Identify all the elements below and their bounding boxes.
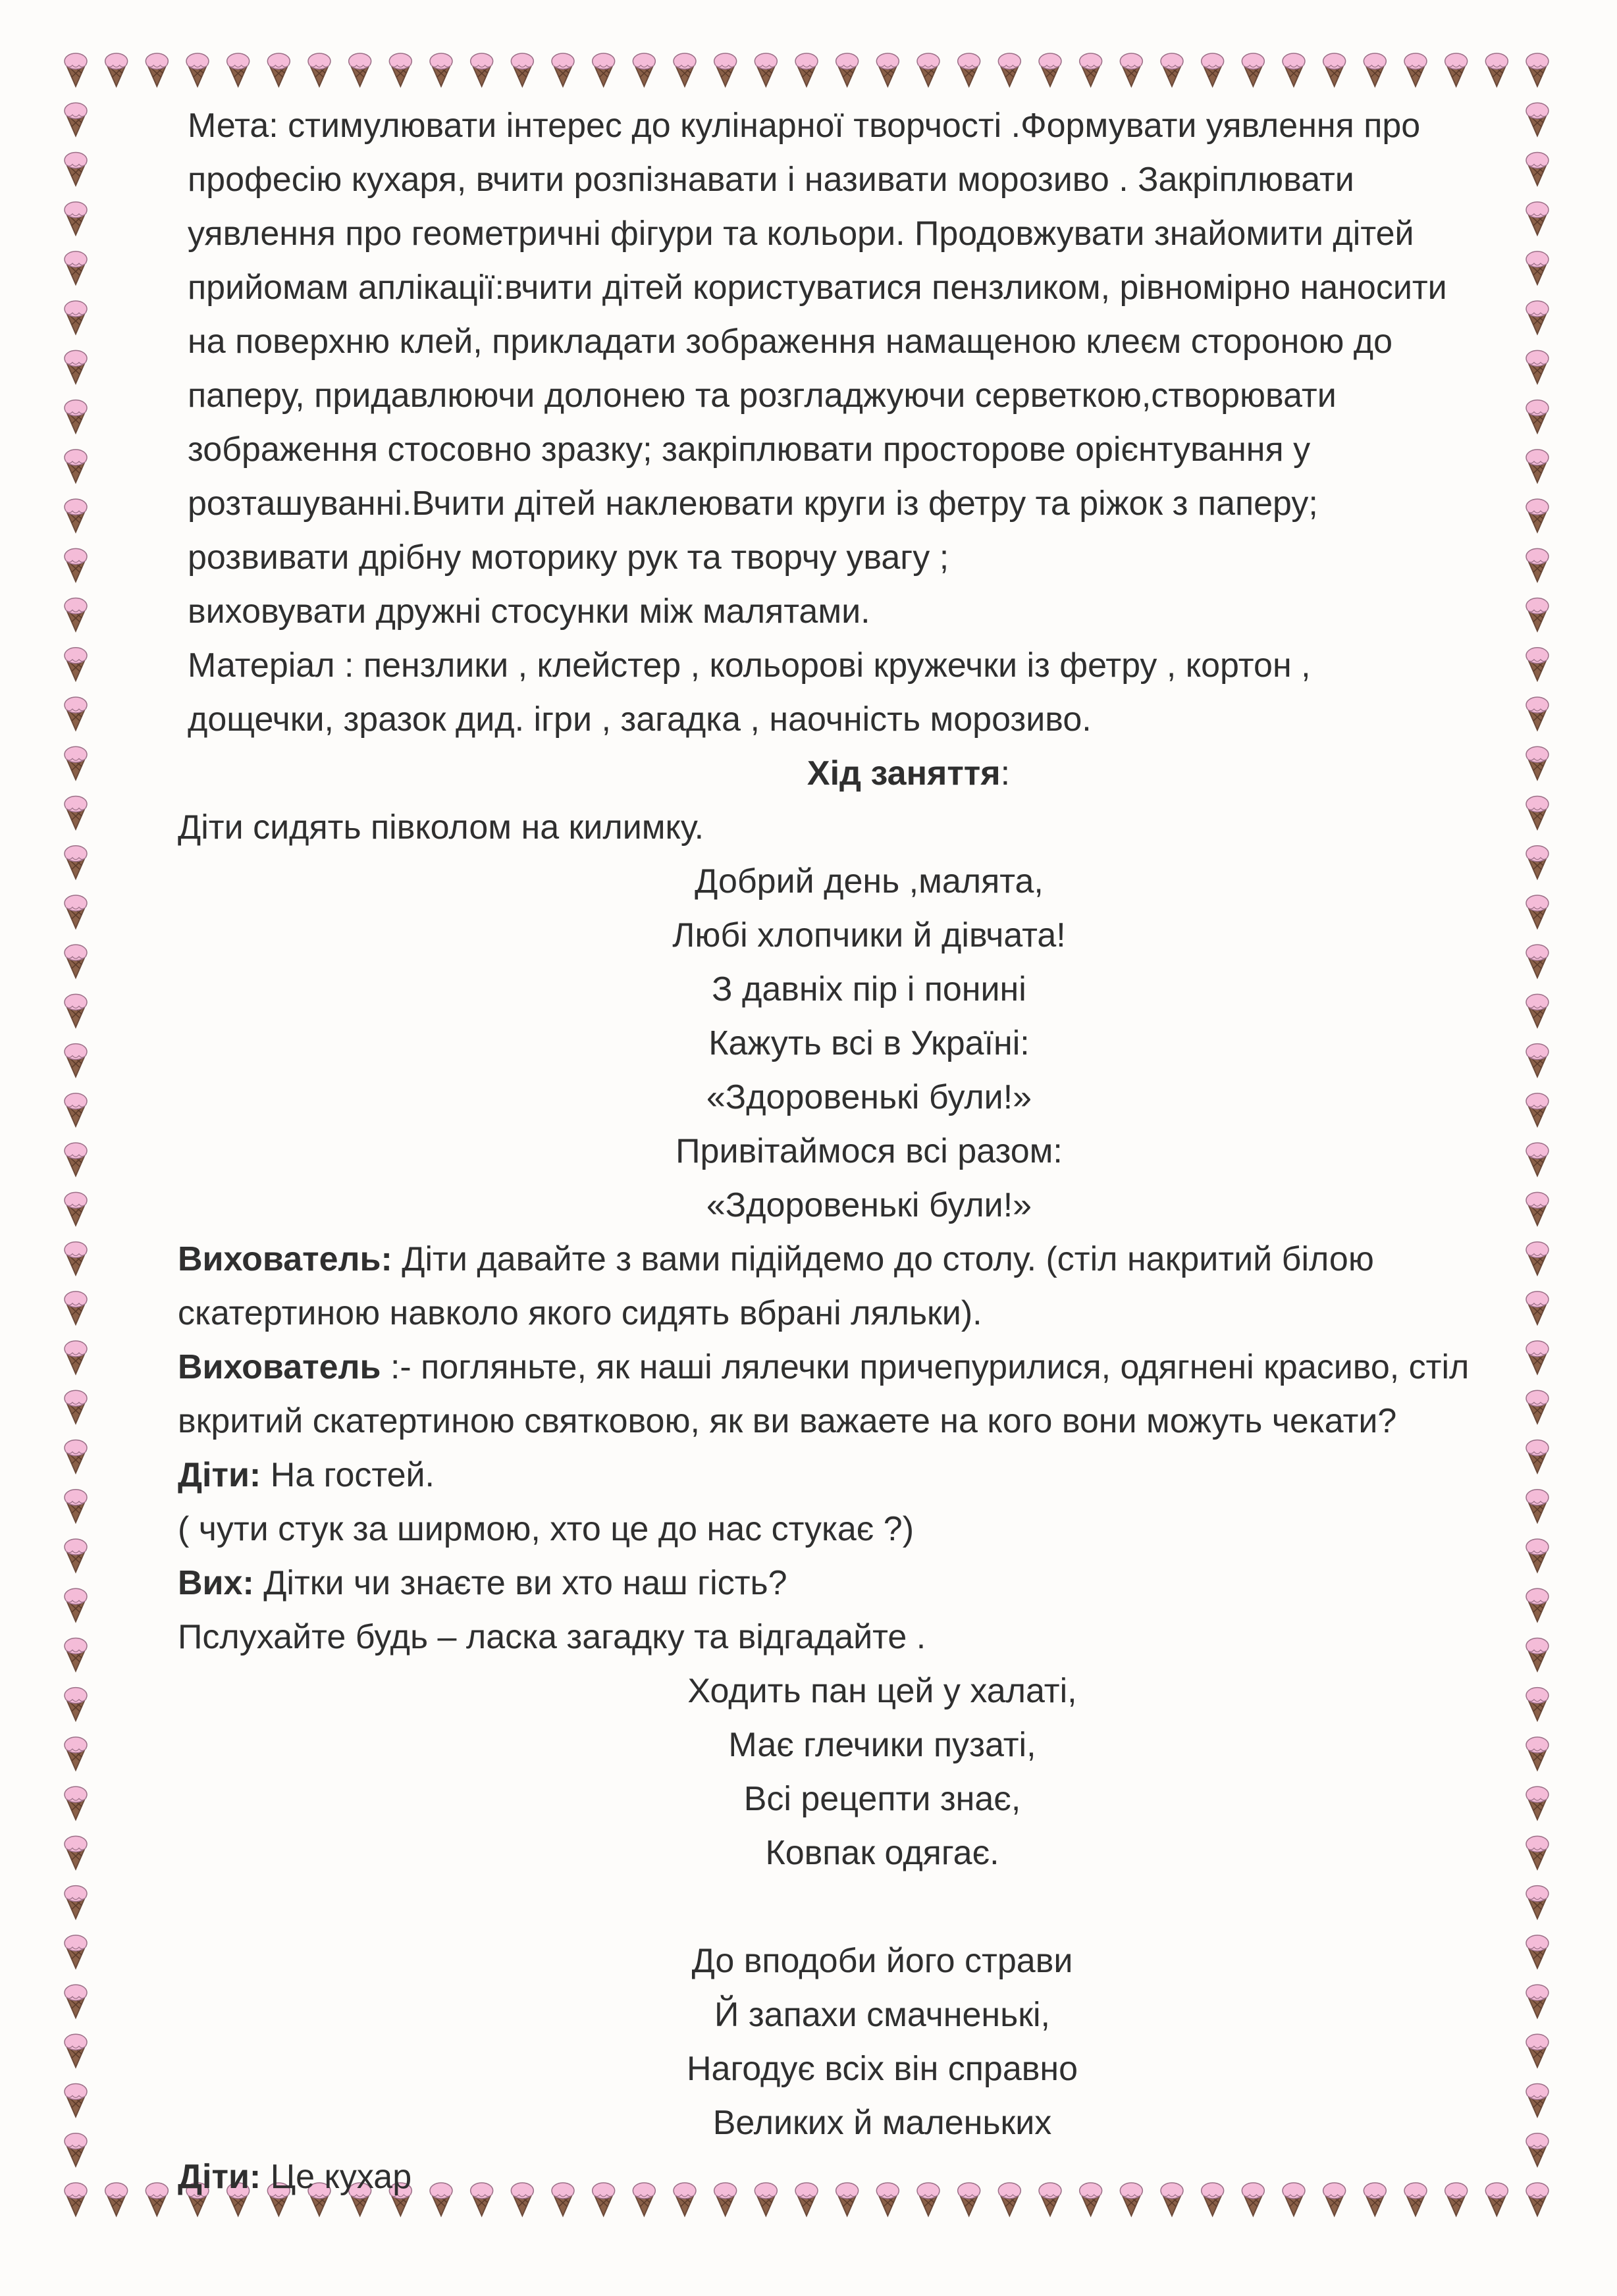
ice-cream-cone-icon bbox=[1526, 1638, 1549, 1671]
ice-cream-cone-icon bbox=[1526, 1341, 1549, 1374]
ice-cream-cone-icon bbox=[65, 1787, 87, 1819]
ice-cream-cone-icon bbox=[227, 53, 250, 86]
ice-cream-cone-icon bbox=[65, 1588, 87, 1621]
ice-cream-cone-icon bbox=[552, 53, 574, 86]
ice-cream-cone-icon bbox=[1242, 53, 1264, 86]
ice-cream-cone-icon bbox=[1526, 2183, 1549, 2216]
ice-cream-cone-icon bbox=[998, 53, 1021, 86]
dialogue-text: :- погляньте, як наші лялечки причепурилися, одягнені красиво, стіл bbox=[381, 1348, 1470, 1386]
ice-cream-cone-icon bbox=[1526, 2133, 1549, 2166]
ice-cream-cone-icon bbox=[1526, 251, 1549, 284]
ice-cream-cone-icon bbox=[146, 2183, 168, 2216]
ice-cream-cone-icon bbox=[1526, 1242, 1549, 1275]
riddle-line: Ковпак одягає. bbox=[765, 1834, 999, 1872]
dialogue-line: скатертиною навколо якого сидять вбрані ляльки). bbox=[178, 1294, 982, 1332]
ice-cream-cone-icon bbox=[1080, 53, 1102, 86]
ice-cream-cone-icon bbox=[65, 152, 87, 185]
poem-line: Привітаймося всі разом: bbox=[676, 1132, 1063, 1170]
ice-cream-cone-icon bbox=[1526, 846, 1549, 879]
ice-cream-cone-icon bbox=[65, 1044, 87, 1077]
dialogue-line: вкритий скатертиною святковою, як ви важаете на кого вони можуть чекати? bbox=[178, 1402, 1397, 1440]
dialogue-text: Дітки чи знаєте ви хто наш гість? bbox=[253, 1564, 787, 1602]
stage-note: ( чути стук за ширмою, хто це до нас стукає ?) bbox=[178, 1510, 915, 1548]
ice-cream-cone-icon bbox=[65, 350, 87, 383]
ice-cream-cone-icon bbox=[1323, 53, 1346, 86]
ice-cream-cone-icon bbox=[1526, 1539, 1549, 1572]
ice-cream-cone-icon bbox=[1526, 152, 1549, 185]
ice-cream-cone-icon bbox=[65, 1985, 87, 2018]
ice-cream-cone-icon bbox=[1526, 1093, 1549, 1126]
ice-cream-cone-icon bbox=[1283, 53, 1305, 86]
dialogue-line: Пслухайте будь – ласка загадку та відгадайте . bbox=[178, 1618, 926, 1656]
ice-cream-cone-icon bbox=[1364, 53, 1386, 86]
ice-cream-cone-icon bbox=[1526, 1787, 1549, 1819]
goal-line: паперу, придавлюючи долонею та розгладжуючи серветкою,створювати bbox=[188, 377, 1337, 415]
ice-cream-cone-icon bbox=[1526, 202, 1549, 235]
ice-cream-cone-icon bbox=[65, 1886, 87, 1919]
ice-cream-cone-icon bbox=[65, 648, 87, 681]
ice-cream-cone-icon bbox=[65, 1688, 87, 1721]
ice-cream-cone-icon bbox=[1526, 1688, 1549, 1721]
goal-paragraph bbox=[178, 99, 1508, 746]
ice-cream-cone-icon bbox=[674, 53, 696, 86]
ice-cream-cone-icon bbox=[1526, 648, 1549, 681]
ice-cream-cone-icon bbox=[1526, 895, 1549, 928]
speaker-label: Діти: bbox=[178, 2158, 261, 2196]
ice-cream-cone-icon bbox=[146, 53, 168, 86]
ice-cream-cone-icon bbox=[65, 1390, 87, 1423]
ice-cream-cone-icon bbox=[471, 53, 493, 86]
document-text bbox=[178, 99, 1508, 2204]
ice-cream-cone-icon bbox=[1526, 1935, 1549, 1968]
goal-line: уявлення про геометричні фігури та кольори. Продовжувати знайомити дітей bbox=[188, 215, 1414, 253]
ice-cream-cone-icon bbox=[1526, 400, 1549, 433]
ice-cream-cone-icon bbox=[917, 53, 940, 86]
ice-cream-cone-icon bbox=[1202, 53, 1224, 86]
ice-cream-cone-icon bbox=[1404, 53, 1427, 86]
ice-cream-cone-icon bbox=[1526, 994, 1549, 1027]
ice-cream-cone-icon bbox=[65, 1440, 87, 1473]
answer-line bbox=[178, 2150, 1508, 2204]
poem-line: Любі хлопчики й дівчата! bbox=[672, 916, 1066, 954]
ice-cream-cone-icon bbox=[65, 1737, 87, 1770]
ice-cream-cone-icon bbox=[836, 53, 859, 86]
ice-cream-cone-icon bbox=[1526, 1192, 1549, 1225]
poem-line: «Здоровенькі були!» bbox=[706, 1078, 1032, 1116]
ice-cream-cone-icon bbox=[1526, 1044, 1549, 1077]
ice-cream-cone-icon bbox=[1526, 103, 1549, 136]
ice-cream-cone-icon bbox=[65, 1490, 87, 1523]
ice-cream-cone-icon bbox=[1039, 53, 1061, 86]
material-line: дощечки, зразок дид. ігри , загадка , наочність морозиво. bbox=[188, 700, 1092, 739]
ice-cream-cone-icon bbox=[65, 697, 87, 730]
ice-cream-cone-icon bbox=[1526, 945, 1549, 978]
ice-cream-cone-icon bbox=[65, 301, 87, 334]
goal-line: на поверхню клей, прикладати зображення намащеною клеєм стороною до bbox=[188, 323, 1393, 361]
ice-cream-cone-icon bbox=[65, 846, 87, 879]
ice-cream-cone-icon bbox=[633, 53, 655, 86]
ice-cream-cone-icon bbox=[1526, 2034, 1549, 2067]
ice-cream-cone-icon bbox=[1526, 548, 1549, 581]
ice-cream-cone-icon bbox=[1120, 53, 1142, 86]
ice-cream-cone-icon bbox=[65, 2084, 87, 2117]
poem-line: «Здоровенькі були!» bbox=[706, 1186, 1032, 1224]
dialogue-text: Діти давайте з вами підійдемо до столу. (стіл накритий білою bbox=[392, 1240, 1374, 1278]
dialogue-line bbox=[178, 1232, 1508, 1286]
ice-cream-cone-icon bbox=[65, 945, 87, 978]
dialogue-line bbox=[178, 1340, 1508, 1394]
goal-line: прийомам аплікації:вчити дітей користуватися пензликом, рівномірно наносити bbox=[188, 269, 1447, 307]
ice-cream-cone-icon bbox=[65, 1638, 87, 1671]
ice-cream-cone-icon bbox=[65, 1836, 87, 1869]
ice-cream-cone-icon bbox=[65, 1341, 87, 1374]
lesson-heading-bold: Хід заняття bbox=[807, 754, 1001, 793]
ice-cream-cone-icon bbox=[105, 2183, 128, 2216]
ice-cream-cone-icon bbox=[65, 994, 87, 1027]
ice-cream-cone-icon bbox=[105, 53, 128, 86]
ice-cream-cone-icon bbox=[1526, 1440, 1549, 1473]
ice-cream-cone-icon bbox=[65, 2133, 87, 2166]
ice-cream-cone-icon bbox=[65, 499, 87, 532]
ice-cream-cone-icon bbox=[1526, 1886, 1549, 1919]
dialogue-line bbox=[178, 1448, 1508, 1502]
riddle-line: Має глечики пузаті, bbox=[728, 1726, 1036, 1764]
dialogue-line bbox=[178, 1556, 1508, 1610]
riddle-line: Всі рецепти знає, bbox=[743, 1780, 1021, 1818]
riddle-line: Нагодує всіх він справно bbox=[686, 2050, 1078, 2088]
ice-cream-cone-icon bbox=[1526, 1985, 1549, 2018]
goal-line: розташуванні.Вчити дітей наклеювати круги із фетру та ріжок з паперу; bbox=[188, 484, 1318, 523]
ice-cream-cone-icon bbox=[876, 53, 899, 86]
ice-cream-cone-icon bbox=[65, 895, 87, 928]
ice-cream-cone-icon bbox=[958, 53, 980, 86]
riddle-line: Великих й маленьких bbox=[712, 2104, 1052, 2142]
lesson-heading bbox=[178, 746, 1508, 800]
greeting-poem bbox=[178, 854, 1508, 1232]
speaker-label: Діти: bbox=[178, 1456, 261, 1494]
ice-cream-cone-icon bbox=[65, 400, 87, 433]
ice-cream-cone-icon bbox=[1526, 1588, 1549, 1621]
ice-cream-cone-icon bbox=[65, 202, 87, 235]
speaker-label: Вихователь bbox=[178, 1348, 381, 1386]
ice-cream-cone-icon bbox=[65, 1292, 87, 1324]
goal-line: Мета: стимулювати інтерес до кулінарної творчості .Формувати уявлення про bbox=[188, 107, 1421, 145]
ice-cream-cone-icon bbox=[1526, 1292, 1549, 1324]
ice-cream-cone-icon bbox=[1526, 1390, 1549, 1423]
ice-cream-cone-icon bbox=[389, 53, 411, 86]
ice-cream-cone-icon bbox=[593, 53, 615, 86]
ice-cream-cone-icon bbox=[1526, 1737, 1549, 1770]
ice-cream-cone-icon bbox=[1526, 53, 1549, 86]
ice-cream-cone-icon bbox=[1526, 1836, 1549, 1869]
ice-cream-cone-icon bbox=[65, 251, 87, 284]
ice-cream-cone-icon bbox=[1526, 746, 1549, 779]
answer-text: Це кухар bbox=[261, 2158, 412, 2196]
intro-text: Діти сидять півколом на килимку. bbox=[178, 808, 704, 847]
ice-cream-cone-icon bbox=[1526, 796, 1549, 829]
goal-line: зображення стосовно зразку; закріплювати просторове орієнтування у bbox=[188, 430, 1311, 469]
ice-cream-cone-icon bbox=[1526, 598, 1549, 631]
stanza-gap bbox=[257, 1880, 1508, 1934]
riddle-line: До вподоби його страви bbox=[691, 1942, 1073, 1980]
goal-line: виховувати дружні стосунки між малятами. bbox=[188, 592, 870, 631]
ice-cream-cone-icon bbox=[65, 1192, 87, 1225]
ice-cream-cone-icon bbox=[1526, 1490, 1549, 1523]
ice-cream-cone-icon bbox=[755, 53, 777, 86]
ice-cream-cone-icon bbox=[65, 1242, 87, 1275]
ice-cream-cone-icon bbox=[1526, 350, 1549, 383]
ice-cream-cone-icon bbox=[1526, 499, 1549, 532]
riddle-line: Й запахи смачненькі, bbox=[714, 1996, 1050, 2034]
riddle-line: Ходить пан цей у халаті, bbox=[687, 1672, 1077, 1710]
goal-line: розвивати дрібну моторику рук та творчу увагу ; bbox=[188, 538, 949, 577]
speaker-label: Вихователь: bbox=[178, 1240, 392, 1278]
lesson-heading-colon: : bbox=[1000, 754, 1011, 793]
ice-cream-cone-icon bbox=[65, 796, 87, 829]
poem-line: Кажуть всі в Україні: bbox=[708, 1024, 1030, 1062]
ice-cream-cone-icon bbox=[65, 103, 87, 136]
ice-cream-cone-icon bbox=[65, 1935, 87, 1968]
poem-line: Добрий день ,малята, bbox=[695, 862, 1044, 900]
ice-cream-cone-icon bbox=[65, 1093, 87, 1126]
ice-cream-cone-icon bbox=[65, 53, 87, 86]
ice-cream-cone-icon bbox=[1445, 53, 1468, 86]
ice-cream-cone-icon bbox=[1526, 697, 1549, 730]
riddle-poem bbox=[178, 1664, 1508, 2150]
ice-cream-cone-icon bbox=[1526, 301, 1549, 334]
ice-cream-cone-icon bbox=[1485, 53, 1508, 86]
ice-cream-cone-icon bbox=[65, 746, 87, 779]
ice-cream-cone-icon bbox=[1526, 2084, 1549, 2117]
speaker-label: Вих: bbox=[178, 1564, 254, 1602]
ice-cream-cone-icon bbox=[65, 548, 87, 581]
ice-cream-cone-icon bbox=[65, 1539, 87, 1572]
ice-cream-cone-icon bbox=[65, 2183, 87, 2216]
goal-line: професію кухаря, вчити розпізнавати і називати морозиво . Закріплювати bbox=[188, 161, 1354, 199]
ice-cream-cone-icon bbox=[1161, 53, 1183, 86]
ice-cream-cone-icon bbox=[795, 53, 818, 86]
ice-cream-cone-icon bbox=[714, 53, 737, 86]
ice-cream-cone-icon bbox=[1526, 1143, 1549, 1176]
ice-cream-cone-icon bbox=[65, 1143, 87, 1176]
ice-cream-cone-icon bbox=[511, 53, 533, 86]
ice-cream-cone-icon bbox=[65, 2034, 87, 2067]
ice-cream-cone-icon bbox=[430, 53, 452, 86]
ice-cream-cone-icon bbox=[349, 53, 371, 86]
dialogue-text: На гостей. bbox=[261, 1456, 435, 1494]
ice-cream-cone-icon bbox=[1526, 450, 1549, 483]
ice-cream-cone-icon bbox=[267, 53, 290, 86]
ice-cream-cone-icon bbox=[65, 450, 87, 483]
poem-line: З давніх пір і понині bbox=[712, 970, 1026, 1008]
ice-cream-cone-icon bbox=[308, 53, 331, 86]
ice-cream-cone-icon bbox=[186, 53, 209, 86]
material-line: Матеріал : пензлики , клейстер , кольорові кружечки із фетру , кортон , bbox=[188, 646, 1311, 685]
ice-cream-cone-icon bbox=[65, 598, 87, 631]
